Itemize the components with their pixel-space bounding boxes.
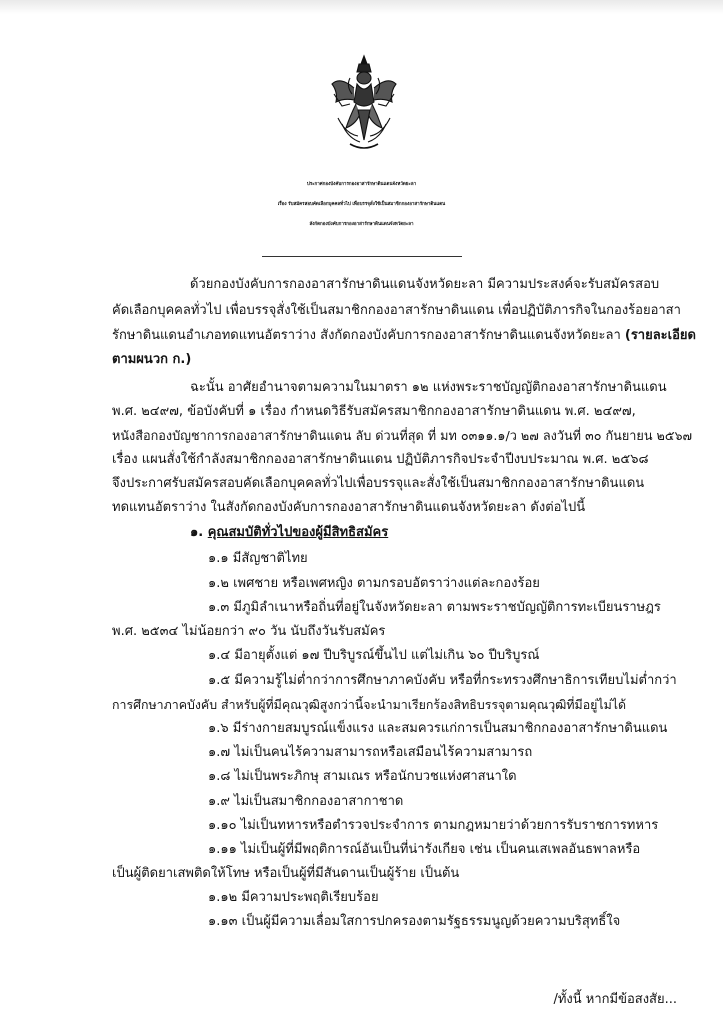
garuda-emblem-icon — [328, 54, 400, 152]
list-item: ๑.๘ ไม่เป็นพระภิกษุ สามเณร หรือนักบวชแห่งศาสนาใด — [208, 769, 517, 784]
list-item: ๑.๑ มีสัญชาติไทย — [208, 551, 308, 566]
paragraph1-line: ด้วยกองบังคับการกองอาสารักษาดินแดนจังหวัดยะลา มีความประสงค์จะรับสมัครสอบ — [190, 277, 660, 292]
announcement-subject-line2: สังกัดกองบังคับการกองอาสารักษาดินแดนจังหวัดยะลา — [309, 222, 414, 227]
title-divider — [262, 256, 462, 257]
scan-edge — [0, 0, 723, 14]
list-item: ๑.๓ มีภูมิลำเนาหรือถิ่นที่อยู่ในจังหวัดยะลา ตามพระราชบัญญัติการทะเบียนราษฎร — [208, 600, 661, 615]
paragraph2-line: ทดแทนอัตราว่าง ในสังกัดกองบังคับการกองอาสารักษาดินแดนจังหวัดยะลา ดังต่อไปนี้ — [112, 500, 586, 515]
paragraph2-line: พ.ศ. ๒๔๙๗, ข้อบังคับที่ ๑ เรื่อง กำหนดวิธีรับสมัครสมาชิกกองอาสารักษาดินแดน พ.ศ. ๒๔๙๗, — [112, 404, 636, 419]
section-number: ๑. — [190, 525, 204, 540]
paragraph1-line: คัดเลือกบุคคลทั่วไป เพื่อบรรจุสั่งใช้เป็นสมาชิกกองอาสารักษาดินแดน เพื่อปฏิบัติภารกิจในกองร้อยอาสา — [112, 303, 681, 318]
list-item: ๑.๙ ไม่เป็นสมาชิกกองอาสากาชาด — [208, 794, 404, 809]
paragraph1-text: รักษาดินแดนอำเภอทดแทนอัตราว่าง สังกัดกองบังคับการกองอาสารักษาดินแดนจังหวัดยะลา — [112, 328, 625, 343]
list-item: ๑.๖ มีร่างกายสมบูรณ์แข็งแรง และสมควรแก่การเป็นสมาชิกกองอาสารักษาดินแดน — [208, 721, 668, 736]
paragraph2-line: เรื่อง แผนสั่งใช้กำลังสมาชิกกองอาสารักษาดินแดน ปฏิบัติภารกิจประจำปีงบประมาณ พ.ศ. ๒๕๖๘ — [112, 452, 649, 467]
list-item: ๑.๔ มีอายุตั้งแต่ ๑๗ ปีบริบูรณ์ขึ้นไป แต่ไม่เกิน ๖๐ ปีบริบูรณ์ — [208, 648, 540, 663]
annex-reference: ตามผนวก ก.) — [112, 352, 192, 367]
annex-reference: (รายละเอียด — [624, 328, 696, 343]
list-item-continuation: เป็นผู้ติดยาเสพติดให้โทษ หรือเป็นผู้ที่มีสันดานเป็นผู้ร้าย เป็นต้น — [112, 866, 460, 881]
section-title: คุณสมบัติทั่วไปของผู้มีสิทธิสมัคร — [207, 525, 389, 540]
paragraph2-line: จึงประกาศรับสมัครสอบคัดเลือกบุคคลทั่วไปเพื่อบรรจุและสั่งใช้เป็นสมาชิกกองอาสารักษาดินแดน — [112, 476, 645, 491]
paragraph2-line: หนังสือกองบัญชาการกองอาสารักษาดินแดน ลับ ด่วนที่สุด ที่ มท ๐๓๑๑.๑/ว ๒๗ ลงวันที่ ๓๐ กันยายน ๒๕๖๗ — [112, 428, 693, 443]
list-item: ๑.๗ ไม่เป็นคนไร้ความสามารถหรือเสมือนไร้ความสามารถ — [208, 745, 533, 760]
paragraph1-line — [112, 328, 696, 344]
list-item: ๑.๑๐ ไม่เป็นทหารหรือตำรวจประจำการ ตามกฎหมายว่าด้วยการรับราชการทหาร — [208, 818, 659, 833]
announcement-title: ประกาศกองบังคับการกองอาสารักษาดินแดนจังหวัดยะลา — [306, 182, 417, 187]
list-item: ๑.๕ มีความรู้ไม่ต่ำกว่าการศึกษาภาคบังคับ หรือที่กระทรวงศึกษาธิการเทียบไม่ต่ำกว่า — [208, 673, 677, 688]
paragraph2-line: ฉะนั้น อาศัยอำนาจตามความในมาตรา ๑๒ แห่งพระราชบัญญัติกองอาสารักษาดินแดน — [190, 380, 667, 395]
list-item: ๑.๑๒ มีความประพฤติเรียบร้อย — [208, 890, 379, 905]
list-item: ๑.๑๓ เป็นผู้มีความเลื่อมใสการปกครองตามรัฐธรรมนูญด้วยความบริสุทธิ์ใจ — [208, 914, 621, 929]
list-item-continuation: การศึกษาภาคบังคับ สำหรับผู้ที่มีคุณวุฒิสูงกว่านี้จะนำมาเรียกร้องสิทธิบรรจุตามคุณวุฒิที่มีอยู่ไม่ได้ — [112, 697, 627, 712]
section-heading — [190, 525, 388, 541]
list-item: ๑.๑๑ ไม่เป็นผู้ที่มีพฤติการณ์อันเป็นที่น่ารังเกียจ เช่น เป็นคนเสเพลอันธพาลหรือ — [208, 842, 641, 857]
announcement-subject: เรื่อง รับสมัครสอบคัดเลือกบุคคลทั่วไป เพื่อบรรจุสั่งใช้เป็นสมาชิกกองอาสารักษาดินแดน — [277, 202, 446, 207]
list-item: ๑.๒ เพศชาย หรือเพศหญิง ตามกรอบอัตราว่างแต่ละกองร้อย — [208, 576, 540, 591]
list-item-continuation: พ.ศ. ๒๕๓๔ ไม่น้อยกว่า ๙๐ วัน นับถึงวันรับสมัคร — [112, 624, 386, 639]
continuation-note: /ทั้งนี้ หากมีข้อสงสัย... — [553, 992, 677, 1007]
